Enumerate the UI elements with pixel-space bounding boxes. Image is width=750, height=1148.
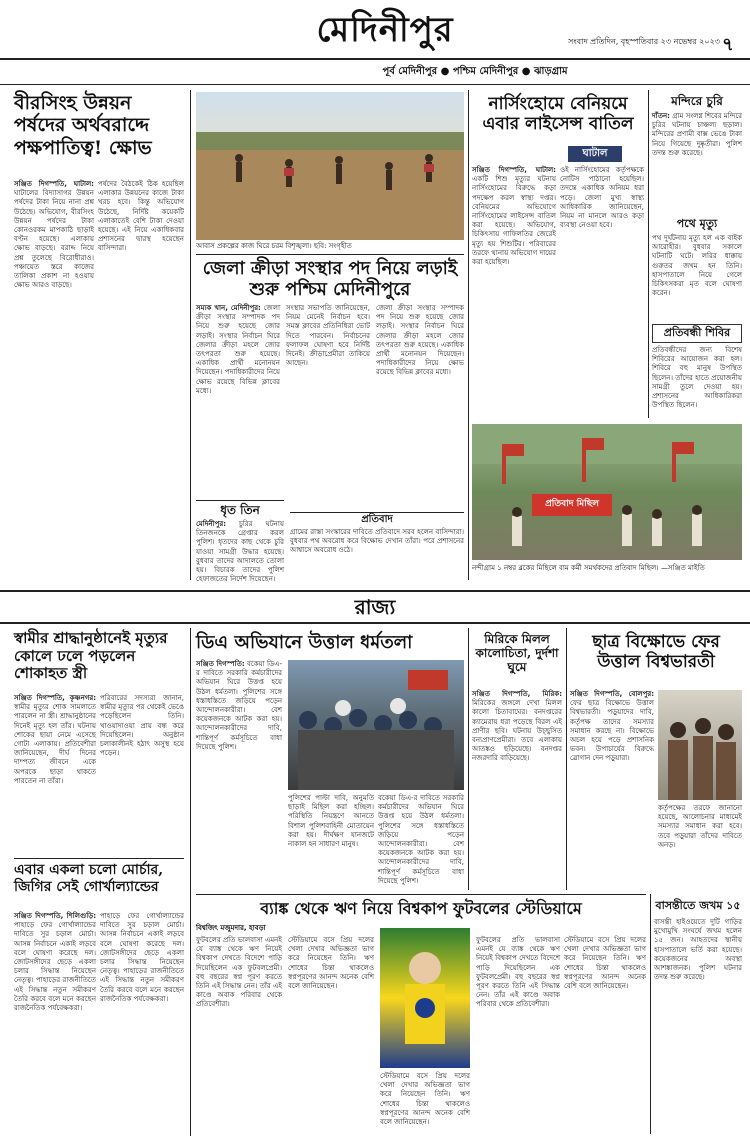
divider bbox=[196, 254, 464, 255]
story-text: ঘাটালের বিদ্যাসাগর উন্নয়ন পর্ষদের টাকা নিয়ে নানা প্রশ্ন উঠেছে। অভিযোগ, বীরসিংহ উন্নয়ন পর্ষদের টাকা কোনওরকম মাপকাঠি ছাড়াই বণ্টন হয়েছে। এলাকায় ক্ষোভ বাড়ছে। বরাদ্দ নিয়ে প্রশ্ন তুলেছে বিরোধীরাও। পঞ্চায়েত স্তরে কাজের তালিকা প্রকাশ না হওয়ায় ক্ষোভ আরও বাড়ছে। bbox=[14, 189, 94, 290]
story-body bbox=[472, 166, 556, 420]
story-text: গ্রাম সংলগ্ন শিবের মন্দিরে চুরির ঘটনায় চাঞ্চল্য ছড়াল। মন্দিরের প্রণামী বাক্স ভেঙে টাকা নিয়ে গিয়েছে দুষ্কৃতীরা। পুলিশ তদন্ত শুরু করেছে। bbox=[652, 112, 742, 157]
column-rule bbox=[468, 628, 469, 890]
story-body: স্টেডিয়ামে বসে প্রিয় দলের খেলা দেখার অভিজ্ঞতা ভাগ করে নিয়েছেন তিনি। ঋণ শোধের চিন্তা থাকলেও স্বপ্নপূরণের আনন্দ অনেক বেশি বলে জানিয়েছেন। bbox=[288, 936, 374, 991]
story-body: পরিবারের সদস্যরা জানান, স্বামীর মৃত্যুর পর থেকেই ভেঙে পড়েছিলেন তিনি। খাওয়াদাওয়া প্রায় বন্ধ করে দিয়েছিলেন। অনুষ্ঠান চলাকালীনই হঠাৎ অসুস্থ হয়ে পড়েন। bbox=[100, 694, 184, 758]
dateline: সঞ্জিত দিগস্পতি, কৃষ্ণনগর: bbox=[14, 694, 96, 702]
dateline: দাঁতন: bbox=[652, 112, 670, 120]
dateline: মেদিনীপুর: bbox=[196, 520, 226, 528]
story-body bbox=[570, 690, 654, 890]
dateline: সম্যক খান, মেদিনীপুর: bbox=[196, 304, 261, 312]
story-body: প্রতিবন্ধীদের জন্য বিশেষ শিবিরের আয়োজন করা হল। শিবিরে বহু মানুষ উপস্থিত ছিলেন। তাঁদের হাতে প্রয়োজনীয় সামগ্রী তুলে দেওয়া হয়। প্রশাসনের আধিকারিকরা উপস্থিত ছিলেন। bbox=[652, 346, 742, 410]
story-body bbox=[14, 694, 96, 854]
byline: বিশ্বজিৎ মজুমদার, হাবড়া bbox=[196, 924, 266, 932]
story-text: জেলা ক্রীড়া সংস্থার সম্পাদক পদ নিয়ে শুরু হয়েছে জোর লড়াই। সংস্থার নির্বাচন ঘিরে জেলার ক্রীড়া মহলে জোর তৎপরতা শুরু হয়েছে। একাধিক প্রার্থী মনোনয়ন দিয়েছেন। পদাধিকারীদের নিয়ে ক্ষোভ রয়েছে বিভিন্ন ক্লাবের মধ্যে। bbox=[196, 304, 280, 395]
story-body: ওই নার্সিংহোমের কর্তৃপক্ষকে নোটিস পাঠানো হয়েছিল। তদন্তে একাধিক অনিয়ম ধরা পড়ে। জেলা মুখ্য স্বাস্থ্য আধিকারিক জানিয়েছেন, নিয়ম না মানলে আরও কড়া ব্যবস্থা নেওয়া হবে। bbox=[560, 166, 644, 230]
issue-date: সংবাদ প্রতিদিন, বৃহস্পতিবার ২৩ নভেম্বর ২০২৩ bbox=[567, 37, 720, 46]
story-headline: মিরিকে মিলল কালোচিতা, দুর্দশা ঘুমে bbox=[475, 632, 559, 675]
story-text: ফের ছাত্র বিক্ষোভে উত্তাল বিশ্বভারতী। পড়ুয়াদের দাবি, কর্তৃপক্ষ তাদের সমস্যার সমাধান করছে না। বিক্ষোভে অচল হয়ে পড়ে প্রশাসনিক ভবন। উপাচার্যের বিরুদ্ধে স্লোগান দেন পড়ুয়ারা। bbox=[570, 699, 654, 763]
story-body bbox=[196, 660, 282, 890]
story-body: কর্তৃপক্ষের তরফে জানানো হয়েছে, আলোচনার মাধ্যমেই সমস্যার সমাধান করা হবে। তবে পড়ুয়ারা তাঁদের দাবিতে অনড়। bbox=[658, 804, 742, 849]
story-body bbox=[652, 112, 742, 212]
story-headline: নার্সিংহোমে বেনিয়মে এবার লাইসেন্স বাতিল bbox=[482, 94, 634, 135]
crowd-illustration bbox=[288, 660, 464, 790]
rally-illustration bbox=[472, 424, 742, 560]
page-number: ৭ bbox=[722, 34, 734, 55]
divider bbox=[14, 858, 184, 859]
story-body bbox=[472, 690, 562, 890]
story-headline: ধৃত তিন bbox=[220, 503, 260, 517]
story-text: চুরির ঘটনায় তিনজনকে গ্রেপ্তার করল পুলিশ। ধৃতদের কাছ থেকে চুরি যাওয়া সামগ্রী উদ্ধার হয়েছে। বুধবার তাদের আদালতে তোলা হয়। বিচারক তাদের পুলিশ হেফাজতের নির্দেশ দিয়েছেন। bbox=[196, 520, 284, 584]
story-body: ফুটবলের প্রতি ভালবাসা এমনই যে ব্যাঙ্ক থেকে ঋণ নিয়েই বিশ্বকাপ দেখতে বিদেশে পাড়ি দিয়েছিলেন এক ফুটবলপ্রেমী। বহু বছরের স্বপ্ন পূরণ করতে তিনি এই সিদ্ধান্ত নেন। তাঁর এই কাণ্ডে অবাক পরিবার থেকে প্রতিবেশীরা। bbox=[476, 936, 560, 1009]
story-headline: মন্দিরে চুরি bbox=[671, 94, 723, 108]
story-body bbox=[196, 304, 280, 498]
story-body: পথ দুর্ঘটনায় মৃত্যু হল এক বাইক আরোহীর। বুধবার সকালে ঘটনাটি ঘটে। লরির ধাক্কায় গুরুতর জখম হন তিনি। হাসপাতালে নিয়ে গেলে চিকিৎসকরা মৃত বলে ঘোষণা করেন। bbox=[652, 234, 742, 298]
rally-photo bbox=[472, 424, 742, 560]
story-body bbox=[14, 912, 96, 1134]
story-headline: পথে মৃত্যু bbox=[676, 217, 718, 230]
story-headline: জেলা ক্রীড়া সংস্থার পদ নিয়ে লড়াই শুরু পশ্চিম মেদিনীপুরে bbox=[202, 258, 458, 301]
story-text: পাহাড়ে ফের গোর্খাল্যান্ডের দাবিতে সুর চড়াল মোর্চা। আসন্ন নির্বাচনে একাই লড়বে বলে ঘোষণা করেছে দল। জোটসঙ্গীদের ছেড়ে একলা চলার সিদ্ধান্ত নিয়েছেন নেতৃত্ব। পাহাড়ের রাজনীতিতে এই সিদ্ধান্ত নতুন সমীকরণ তৈরি করবে বলে মনে করছেন রাজনৈতিক পর্যবেক্ষকরা। bbox=[14, 921, 96, 1013]
banner-text: প্রতিবাদ মিছিল bbox=[545, 499, 599, 509]
story-body: বাসন্তী হাইওয়েতে দুটি গাড়ির মুখোমুখি সংঘর্ষে জখম হলেন ১৫ জন। আহতদের স্থানীয় হাসপাতালে ভর্তি করা হয়েছে। কয়েকজনের অবস্থা আশঙ্কাজনক। পুলিশ ঘটনার তদন্ত শুরু করেছে। bbox=[654, 918, 742, 982]
fan-illustration bbox=[380, 928, 470, 1068]
section-rule bbox=[0, 590, 750, 592]
story-body: বকেয়া ডিএ-র দাবিতে সরকারি কর্মচারীদের অভিযান ঘিরে উত্তপ্ত হয়ে উঠল ধর্মতলা। পুলিশের সঙ্গে ধস্তাধস্তিতে জড়িয়ে পড়েন আন্দোলনকারীরা। বেশ কয়েকজনকে আটক করা হয়। আন্দোলনকারীদের দাবি, শান্তিপূর্ণ কর্মসূচিতে বাধা দিয়েছে পুলিশ। bbox=[378, 794, 464, 885]
story-body: সংস্থার সভাপতি জানিয়েছেন, নিয়ম মেনেই নির্বাচন হবে। সমস্ত ক্লাবের প্রতিনিধিরা ভোট দিতে পারবেন। নির্বাচনের ফলাফল ঘোষণা হবে নির্দিষ্ট দিনেই। ক্রীড়াপ্রেমীরা তাকিয়ে আছেন। bbox=[286, 304, 370, 368]
story-headline: ব্যাঙ্ক থেকে ঋণ নিয়ে বিশ্বকাপ ফুটবলের স্টেডিয়ামে bbox=[260, 899, 582, 918]
field-illustration bbox=[196, 92, 464, 240]
story-headline: বীরসিংহ উন্নয়ন পর্ষদের অর্থবরাদ্দে পক্ষপাতিত্ব! ক্ষোভ bbox=[14, 92, 152, 159]
dateline: সঞ্জিত দিগস্পতি, মিরিক: bbox=[472, 690, 562, 698]
story-body: জেলা ক্রীড়া সংস্থার সম্পাদক পদ নিয়ে শুরু হয়েছে জোর লড়াই। সংস্থার নির্বাচন ঘিরে জেলার ক্রীড়া মহলে জোর তৎপরতা শুরু হয়েছে। একাধিক প্রার্থী মনোনয়ন দিয়েছেন। পদাধিকারীদের নিয়ে ক্ষোভ রয়েছে বিভিন্ন ক্লাবের মধ্যে। bbox=[376, 304, 464, 377]
column-rule bbox=[468, 90, 469, 580]
photo-caption: নন্দীগ্রাম ১ নম্বর ব্লকের মিছিলে বাম কর্মী সমর্থকদের প্রতিবাদ মিছিল। —সঞ্জিত মাইতি bbox=[472, 564, 705, 572]
column-rule bbox=[648, 90, 649, 418]
story-body bbox=[14, 180, 94, 572]
masthead bbox=[0, 0, 750, 88]
column-rule bbox=[190, 628, 191, 1136]
divider bbox=[196, 894, 646, 895]
story-headline: স্বামীর শ্রাদ্ধানুষ্ঠানেই মৃত্যুর কোলে ঢলে পড়লেন শোকাহত স্ত্রী bbox=[14, 629, 168, 683]
story-headline: প্রতিবন্ধী শিবির bbox=[652, 324, 742, 343]
protest-photo bbox=[288, 660, 464, 790]
masthead-rule-2 bbox=[0, 84, 750, 85]
location-tag: ঘাটাল bbox=[568, 146, 622, 162]
dateline: সঞ্জিত দিগস্পতি: bbox=[196, 660, 245, 668]
column-rule bbox=[566, 628, 567, 890]
story-body bbox=[196, 520, 284, 584]
page-title: মেদিনীপুর bbox=[316, 10, 454, 50]
story-headline: প্রতিবাদ bbox=[361, 514, 393, 525]
story-body: ফুটবলের প্রতি ভালবাসা এমনই যে ব্যাঙ্ক থেকে ঋণ নিয়েই বিশ্বকাপ দেখতে বিদেশে পাড়ি দিয়েছিলেন এক ফুটবলপ্রেমী। বহু বছরের স্বপ্ন পূরণ করতে তিনি এই সিদ্ধান্ত নেন। তাঁর এই কাণ্ডে অবাক পরিবার থেকে প্রতিবেশীরা। bbox=[196, 936, 282, 1009]
column-rule bbox=[190, 90, 191, 580]
story-headline: বাসন্তীতে জখম ১৫ bbox=[655, 899, 741, 912]
story-headline: ডিএ অভিযানে উত্তাল ধর্মতলা bbox=[196, 632, 413, 653]
district-strip: পূর্ব মেদিনীপুর ● পশ্চিম মেদিনীপুর ● ঝাড়গ্রাম bbox=[382, 66, 568, 77]
dateline: সঞ্জিত দিগস্পতি, ঘাটাল: bbox=[472, 166, 556, 174]
divider bbox=[290, 512, 464, 513]
dateline: সঞ্জিত দিগস্পতি, বোলপুর: bbox=[570, 690, 654, 698]
story-text: স্বামীর মৃত্যুর শোক সামলাতে পারলেন না স্ত্রী। শ্রাদ্ধানুষ্ঠানের দিনেই মৃত্যু হল তাঁর। ঘটনায় শোকের ছায়া নেমে এসেছে গোটা এলাকায়। প্রতিবেশীরা জানিয়েছেন, দীর্ঘ দিনের দাম্পত্য জীবনে একে অপরকে ছাড়া থাকতে পারতেন না তাঁরা। bbox=[14, 703, 96, 785]
dateline: সঞ্জিত দিগস্পতি, শিলিগুড়ি: bbox=[14, 912, 96, 920]
story-body: গ্রামের রাস্তা সংস্কারের দাবিতে প্রতিবাদে সরব হলেন বাসিন্দারা। বুধবার পথ অবরোধ করে বিক্ষোভ দেখান তাঁরা। পরে প্রশাসনের আশ্বাসে অবরোধ ওঠে। bbox=[290, 528, 464, 555]
photo-caption: আবাস প্রকল্পের কাজ ঘিরে চরম বিশৃঙ্খলা। ছবি: সংগৃহীত bbox=[196, 242, 352, 250]
story-body: স্টেডিয়ামে বসে প্রিয় দলের খেলা দেখার অভিজ্ঞতা ভাগ করে নিয়েছেন তিনি। ঋণ শোধের চিন্তা থাকলেও স্বপ্নপূরণের আনন্দ অনেক বেশি বলে জানিয়েছেন। bbox=[380, 1072, 470, 1127]
story-headline: ছাত্র বিক্ষোভে ফের উত্তাল বিশ্বভারতী bbox=[592, 632, 720, 673]
column-rule bbox=[650, 894, 651, 1134]
story-body: স্টেডিয়ামে বসে প্রিয় দলের খেলা দেখার অভিজ্ঞতা ভাগ করে নিয়েছেন তিনি। ঋণ শোধের চিন্তা থাকলেও স্বপ্নপূরণের আনন্দ অনেক বেশি বলে জানিয়েছেন। bbox=[564, 936, 646, 991]
dateline: সঞ্জিত দিগস্পতি, ঘাটাল: bbox=[14, 180, 94, 188]
fan-photo bbox=[380, 928, 470, 1068]
field-photo bbox=[196, 92, 464, 240]
section-title: রাজ্য bbox=[354, 595, 396, 619]
story-text: বকেয়া ডিএ-র দাবিতে সরকারি কর্মচারীদের অভিযান ঘিরে উত্তপ্ত হয়ে উঠল ধর্মতলা। পুলিশের সঙ্গে ধস্তাধস্তিতে জড়িয়ে পড়েন আন্দোলনকারীরা। বেশ কয়েকজনকে আটক করা হয়। আন্দোলনকারীদের দাবি, শান্তিপূর্ণ কর্মসূচিতে বাধা দিয়েছে পুলিশ। bbox=[196, 660, 282, 751]
masthead-rule bbox=[0, 58, 750, 60]
story-headline: এবার একলা চলো মোর্চার, জিগির সেই গোর্খাল্যান্ডের bbox=[14, 862, 164, 895]
divider bbox=[196, 500, 284, 501]
story-text: একটি শিশু মৃত্যুর ঘটনায় নার্সিংহোমের বিরুদ্ধে কড়া পদক্ষেপ করল স্বাস্থ্য দপ্তর। বেনিয়মের অভিযোগে নার্সিংহোমের লাইসেন্স বাতিল করা হয়েছে। অভিযোগ, চিকিৎসায় গাফিলতির জেরেই মৃত্যু হয় শিশুটির। পরিবারের তরফে থানায় অভিযোগ দায়ের করা হয়েছিল। bbox=[472, 175, 556, 267]
campus-photo bbox=[658, 690, 742, 800]
students-illustration bbox=[658, 690, 742, 800]
section-rule bbox=[0, 622, 750, 624]
story-body: পাহাড়ে ফের গোর্খাল্যান্ডের দাবিতে সুর চড়াল মোর্চা। আসন্ন নির্বাচনে একাই লড়বে বলে ঘোষণা করেছে দল। জোটসঙ্গীদের ছেড়ে একলা চলার সিদ্ধান্ত নিয়েছেন নেতৃত্ব। পাহাড়ের রাজনীতিতে এই সিদ্ধান্ত নতুন সমীকরণ তৈরি করবে বলে মনে করছেন রাজনৈতিক পর্যবেক্ষকরা। bbox=[100, 912, 184, 1003]
story-body: পর্ষদের বৈঠকেই ঠিক হয়েছিল এলাকার উন্নয়নের কাজে টাকা খরচ হবে। কিন্তু অভিযোগ উঠেছে, নির্দিষ্ট কয়েকটি এলাকাতেই বেশি টাকা দেওয়া হয়েছে। এই নিয়ে একাধিকবার প্রশাসনের দ্বারস্থ হয়েছেন বাসিন্দারা। bbox=[98, 180, 184, 253]
story-body: পুলিশের পাল্টা দাবি, অনুমতি ছাড়াই মিছিল করা হচ্ছিল। পরিস্থিতি নিয়ন্ত্রণে আনতে বিশাল পুলিশবাহিনী মোতায়েন করা হয়। দীর্ঘক্ষণ যানজটে নাকাল হন সাধারণ মানুষ। bbox=[288, 794, 374, 849]
story-text: মিরিকের জঙ্গলে দেখা মিলল কালো চিতাবাঘের। বনদপ্তরের ক্যামেরায় ধরা পড়েছে বিরল এই প্রাণীর ছবি। ঘটনায় উচ্ছ্বসিত বন্যপ্রাণপ্রেমীরা। তবে এলাকায় আতঙ্কও ছড়িয়েছে। বনদপ্তর নজরদারি বাড়িয়েছে। bbox=[472, 699, 562, 763]
